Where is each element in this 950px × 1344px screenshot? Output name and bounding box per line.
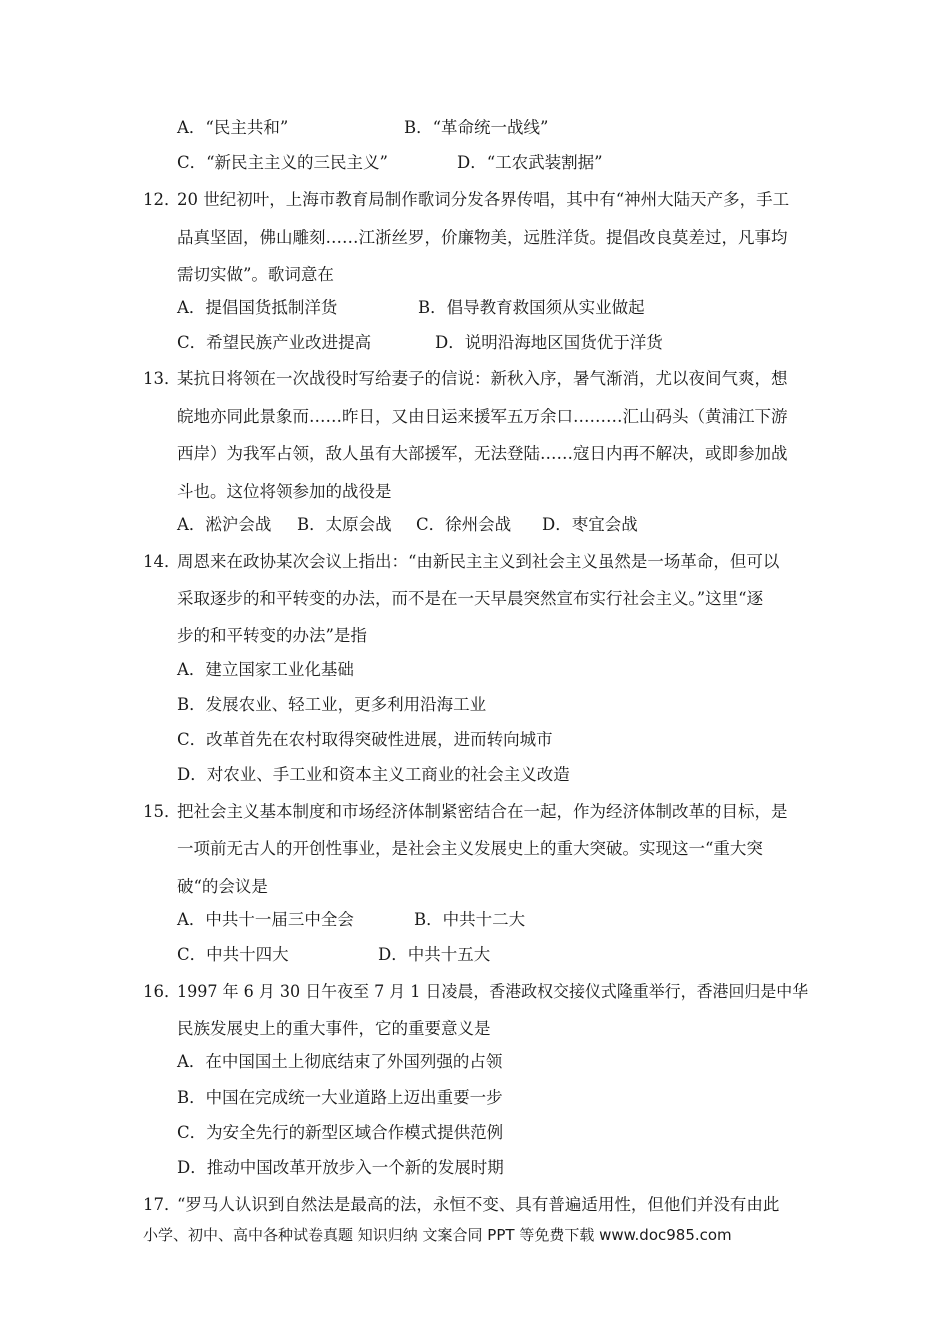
q15-option-d: D．中共十五大: [378, 945, 491, 964]
q11-option-d: D．“工农武装割据”: [457, 153, 603, 172]
q16-text-line-1: 1997 年 6 月 30 日午夜至 7 月 1 日凌晨，香港政权交接仪式隆重举行，香港回归是中华: [177, 982, 809, 1001]
q13-text-line-4: 斗也。这位将领参加的战役是: [177, 482, 392, 501]
q15-option-c: C．中共十四大: [177, 945, 289, 964]
q14-option-b: B．发展农业、轻工业，更多利用沿海工业: [177, 695, 487, 714]
q12-text-line-2: 品真坚固，佛山雕刻……江浙丝罗，价廉物美，远胜洋货。提倡改良莫差过，凡事均: [177, 228, 788, 247]
q16-option-b: B．中国在完成统一大业道路上迈出重要一步: [177, 1088, 503, 1107]
q13-text-line-3: 西岸）为我军占领，敌人虽有大部援军，无法登陆……寇日内再不解决，或即参加战: [177, 444, 788, 463]
q14-option-d: D．对农业、手工业和资本主义工商业的社会主义改造: [177, 765, 570, 784]
q14-text-line-3: 步的和平转变的办法”是指: [177, 626, 367, 645]
q15-option-a: A．中共十一届三中全会: [177, 910, 354, 929]
q12-number: 12．: [143, 190, 181, 209]
q13-option-d: D．枣宜会战: [542, 515, 638, 534]
q13-text-line-2: 皖地亦同此景象而……昨日，又由日运来援军五万余口………汇山码头（黄浦江下游: [177, 407, 788, 426]
q12-text-line-3: 需切实做”。歌词意在: [177, 265, 334, 284]
q13-option-b: B．太原会战: [297, 515, 392, 534]
q14-number: 14．: [143, 552, 181, 571]
q15-number: 15．: [143, 802, 181, 821]
q16-option-a: A．在中国国土上彻底结束了外国列强的占领: [177, 1052, 503, 1071]
q12-text-line-1: 20 世纪初叶，上海市教育局制作歌词分发各界传唱，其中有“神州大陆天产多，手工: [177, 190, 790, 209]
q17-text-line-1: “罗马人认识到自然法是最高的法，永恒不变、具有普遍适用性，但他们并没有由此: [177, 1195, 780, 1214]
q11-option-c: C．“新民主主义的三民主义”: [177, 153, 388, 172]
q13-option-c: C．徐州会战: [416, 515, 512, 534]
page-footer: 小学、初中、高中各种试卷真题 知识归纳 文案合同 PPT 等免费下载 www.doc985.com: [143, 1226, 732, 1244]
q17-number: 17．: [143, 1195, 181, 1214]
q15-text-line-3: 破“的会议是: [177, 877, 268, 896]
q11-option-a: A．“民主共和”: [177, 118, 289, 137]
q12-option-b: B．倡导教育救国须从实业做起: [418, 298, 645, 317]
q15-option-b: B．中共十二大: [414, 910, 526, 929]
q11-option-b: B．“革命统一战线”: [404, 118, 549, 137]
q15-text-line-1: 把社会主义基本制度和市场经济体制紧密结合在一起，作为经济体制改革的目标，是: [177, 802, 788, 821]
q13-text-line-1: 某抗日将领在一次战役时写给妻子的信说：新秋入序，暑气渐消，尤以夜间气爽，想: [177, 369, 788, 388]
q16-number: 16．: [143, 982, 181, 1001]
q12-option-a: A．提倡国货抵制洋货: [177, 298, 338, 317]
q16-option-d: D．推动中国改革开放步入一个新的发展时期: [177, 1158, 504, 1177]
q13-option-a: A．淞沪会战: [177, 515, 272, 534]
q13-number: 13．: [143, 369, 181, 388]
q14-text-line-1: 周恩来在政协某次会议上指出：“由新民主主义到社会主义虽然是一场革命，但可以: [177, 552, 780, 571]
q14-option-a: A．建立国家工业化基础: [177, 660, 354, 679]
q12-option-c: C．希望民族产业改进提高: [177, 333, 372, 352]
q12-option-d: D．说明沿海地区国货优于洋货: [435, 333, 663, 352]
q16-text-line-2: 民族发展史上的重大事件，它的重要意义是: [177, 1019, 491, 1038]
q14-text-line-2: 采取逐步的和平转变的办法，而不是在一天早晨突然宣布实行社会主义。”这里“逐: [177, 589, 764, 608]
q16-option-c: C．为安全先行的新型区域合作模式提供范例: [177, 1123, 504, 1142]
q15-text-line-2: 一项前无古人的开创性事业，是社会主义发展史上的重大突破。实现这一“重大突: [177, 839, 763, 858]
q14-option-c: C．改革首先在农村取得突破性进展，进而转向城市: [177, 730, 553, 749]
